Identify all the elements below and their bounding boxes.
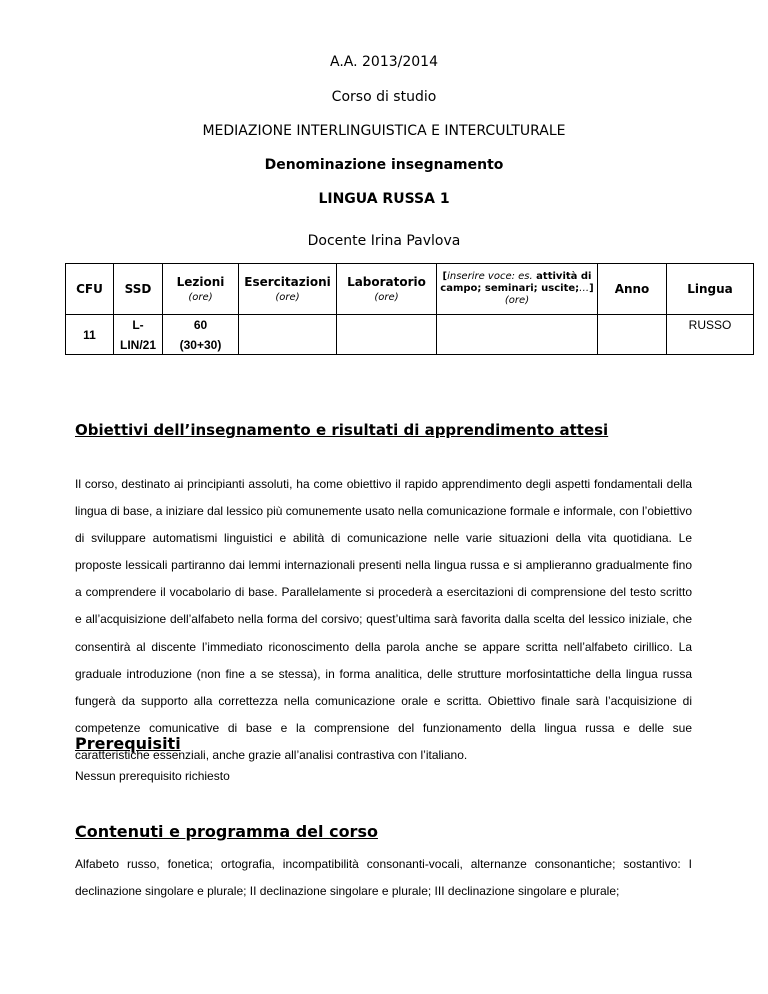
header-esercitazioni-unit: (ore): [275, 292, 300, 303]
value-ssd-top: L-: [132, 317, 144, 332]
value-ssd: [114, 315, 163, 355]
table-header-row: [66, 264, 754, 315]
header-lezioni-label: Lezioni: [176, 275, 225, 289]
course-label: Corso di studio: [331, 89, 437, 105]
teaching-name: LINGUA RUSSA 1: [318, 191, 450, 207]
header-anno: Anno: [598, 264, 667, 315]
contents-text: Alfabeto russo, fonetica; ortografia, incompatibilità consonanti-vocali, alternanze consonantiche; sostantivo: I declinazione singolare e plurale; II declinazione singolare e plurale; III declinazione singolare e plurale;: [75, 857, 692, 899]
value-lingua: RUSSO: [667, 315, 754, 355]
teacher-name: Docente Irina Pavlova: [307, 233, 461, 249]
value-cfu: 11: [66, 315, 114, 355]
header-activity: [437, 264, 598, 315]
table-value-row: [66, 315, 754, 355]
header-activity-suffix: ]: [589, 283, 594, 294]
value-lezioni-top: 60: [193, 317, 208, 332]
contents-title: Contenuti e programma del corso: [75, 822, 378, 841]
header-laboratorio-unit: (ore): [374, 292, 399, 303]
academic-year: A.A. 2013/2014: [330, 54, 438, 70]
value-lezioni: [163, 315, 239, 355]
header-cfu: CFU: [66, 264, 114, 315]
header-activity-ellipsis: …: [579, 283, 590, 294]
objectives-title: Obiettivi dell’insegnamento e risultati di apprendimento attesi: [75, 421, 609, 439]
header-activity-italic: inserire voce: es.: [447, 271, 533, 282]
prerequisites-text: Nessun prerequisito richiesto: [75, 769, 230, 783]
header-activity-prefix: [: [442, 271, 448, 282]
header-ssd: SSD: [114, 264, 163, 315]
header-esercitazioni: [239, 264, 337, 315]
header-lezioni: [163, 264, 239, 315]
header-laboratorio-label: Laboratorio: [347, 275, 426, 289]
course-info-table: [65, 263, 754, 355]
header-activity-unit: (ore): [504, 295, 530, 306]
header-lezioni-unit: (ore): [188, 292, 213, 303]
value-activity: [437, 315, 598, 355]
value-laboratorio: [337, 315, 437, 355]
objectives-text: Il corso, destinato ai principianti assoluti, ha come obiettivo il rapido apprendimento degli aspetti fondamentali della lingua di base, a iniziare dal lessico più comunemente usato nella comunicazione formale e informale, con l’obiettivo di sviluppare automatismi linguistici e abilità di comunicazione nelle varie situazioni della vita quotidiana. Le proposte lessicali partiranno dai lemmi internazionali presenti nella lingua russa e si amplieranno gradualmente fino a comprendere il vocabolario di base. Parallelamente si procederà a esercitazioni di comprensione del testo scritto e all’acquisizione dell’alfabeto nella forma del corsivo; quest’ultima sarà favorita dalla scelta del lessico iniziale, che consentirà al discente l’immediato riconoscimento della parola anche se appare scritta nell’alfabeto cirillico. La graduale introduzione (non fine a se stessa), in forma analitica, delle strutture morfosintattiche della lingua russa fungerà da supporto alla correttezza nella comunicazione orale e scritta. Obiettivo finale sarà l’acquisizione di competenze comunicative di base e la comprensione del funzionamento della lingua russa e delle sue caratteristiche essenziali, anche grazie all’analisi contrastiva con l’italiano.: [75, 477, 693, 762]
value-esercitazioni: [239, 315, 337, 355]
value-ssd-bottom: LIN/21: [119, 337, 156, 352]
header-esercitazioni-label: Esercitazioni: [244, 275, 331, 289]
teaching-label: Denominazione insegnamento: [264, 157, 504, 173]
header-laboratorio: [337, 264, 437, 315]
prerequisites-title: Prerequisiti: [75, 734, 181, 753]
header-lingua: Lingua: [667, 264, 754, 315]
value-lezioni-bottom: (30+30): [179, 337, 222, 352]
course-name: MEDIAZIONE INTERLINGUISTICA E INTERCULTURALE: [202, 123, 566, 139]
header-activity-bold: attività di campo; seminari; uscite;: [440, 271, 592, 294]
value-anno: [598, 315, 667, 355]
